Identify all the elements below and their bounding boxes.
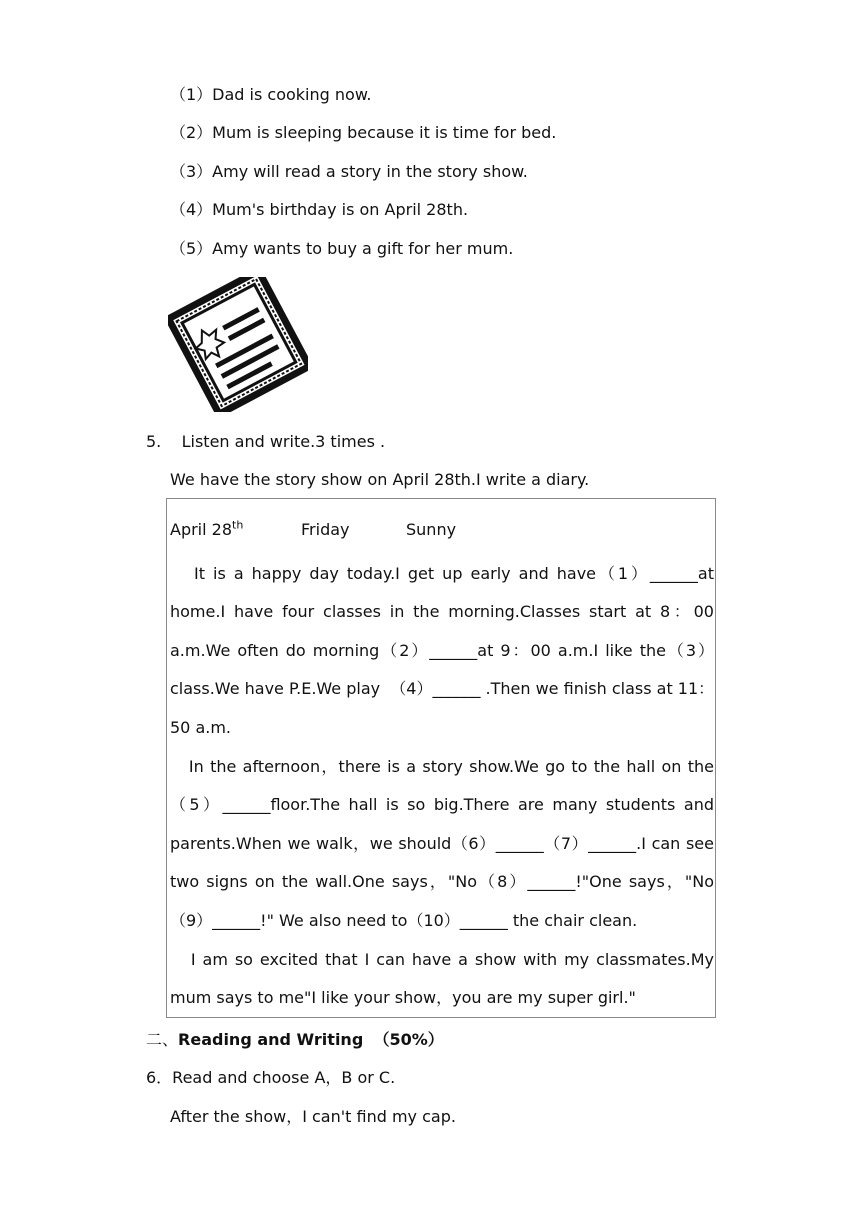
diary-line-10: （9）______!" We also need to（10）______ the chair clean.	[170, 911, 638, 930]
diary-line-7: （5）______floor.The hall is so big.There are many students and	[170, 795, 714, 814]
section-2-score: （50%）	[373, 1030, 444, 1049]
diary-weather: Sunny	[406, 520, 457, 539]
question-6-heading: 6．Read and choose A，B or C.	[146, 1068, 396, 1087]
section-2-heading	[146, 1029, 444, 1051]
statement-5: （5）Amy wants to buy a gift for her mum.	[170, 239, 514, 258]
diary-line-4: class.We have P.E.We play （4）______ .Then we finish class at 11：	[170, 679, 715, 698]
diary-date-row	[170, 519, 714, 541]
diary-line-5: 50 a.m.	[170, 718, 232, 737]
question-5-intro: We have the story show on April 28th.I write a diary.	[170, 470, 590, 489]
diary-line-6: In the afternoon，there is a story show.We go to the hall on the	[170, 757, 714, 776]
diary-line-12: mum says to me"I like your show，you are my super girl."	[170, 988, 636, 1007]
section-2-title: Reading and Writing	[178, 1030, 364, 1049]
diary-day: Friday	[301, 520, 350, 539]
statement-3: （3）Amy will read a story in the story show.	[170, 162, 528, 181]
section-2-prefix: 二、	[146, 1030, 179, 1049]
diary-line-8: parents.When we walk，we should（6）______（7）______.I can see	[170, 834, 714, 853]
question-5-heading: 5. Listen and write.3 times .	[146, 432, 386, 451]
certificate-icon	[168, 277, 308, 412]
diary-line-11: I am so excited that I can have a show with my classmates.My	[170, 950, 714, 969]
statement-2: （2）Mum is sleeping because it is time for bed.	[170, 123, 557, 142]
diary-date: April 28th	[170, 518, 244, 539]
diary-line-9: two signs on the wall.One says，"No（8）______!"One says，"No	[170, 872, 714, 891]
diary-box	[166, 498, 716, 1018]
diary-line-1: It is a happy day today.I get up early and have（1）______at	[170, 564, 714, 583]
diary-line-2: home.I have four classes in the morning.Classes start at 8：00	[170, 602, 714, 621]
statement-4: （4）Mum's birthday is on April 28th.	[170, 200, 469, 219]
diary-line-3: a.m.We often do morning（2）______at 9：00 a.m.I like the（3）	[170, 641, 714, 660]
question-6-intro: After the show，I can't find my cap.	[170, 1107, 456, 1126]
statement-1: （1）Dad is cooking now.	[170, 85, 372, 104]
